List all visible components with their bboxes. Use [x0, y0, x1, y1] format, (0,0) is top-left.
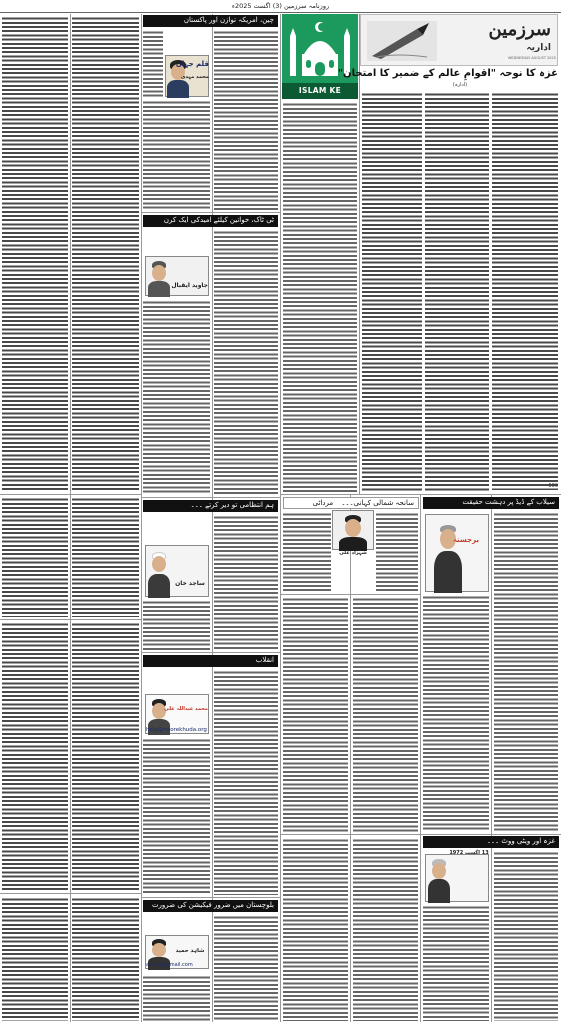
masthead-section: اداریہ	[526, 43, 551, 53]
page-header-date: روزنامہ سرزمین (3) اگست 2025ء	[231, 2, 330, 10]
column-rule	[280, 14, 281, 1022]
text-block	[423, 905, 489, 1021]
row-rule	[280, 594, 420, 595]
author-photo-sindh	[425, 514, 489, 592]
text-block	[283, 838, 348, 1021]
row-rule	[141, 497, 280, 498]
column-extra-saanihat: مرداٹی	[312, 499, 334, 507]
column-title-sindh: سیلاب کے ڈیڈ پر دہشت حقیقت	[423, 497, 559, 509]
author-name-saanihat: شہزاد علی	[339, 550, 367, 556]
author-name-balance: قلم جہاں	[175, 60, 209, 68]
column-title-inqilab: انقلاب	[143, 655, 278, 667]
islam-ke-roshni-box	[282, 14, 358, 99]
text-block	[2, 622, 68, 890]
text-block	[214, 670, 278, 895]
email-inqilab: help@noorekhuda.org	[146, 727, 207, 733]
text-block	[2, 897, 68, 1021]
author-photo-saanihat	[332, 510, 374, 550]
masthead	[360, 14, 558, 66]
text-block	[376, 512, 418, 592]
column-rule	[359, 14, 360, 494]
row-rule	[0, 893, 141, 894]
masthead-subline: WEDNESDAY AUGUST 2025	[507, 56, 556, 60]
text-block	[214, 230, 278, 495]
column-rule	[420, 495, 421, 1022]
text-block	[214, 30, 278, 210]
text-block	[2, 16, 68, 492]
text-block	[283, 512, 331, 592]
column-title-ghazza: غزہ اور ویٹی ووٹ ۔۔۔	[423, 836, 559, 848]
text-block	[492, 92, 558, 490]
row-rule	[280, 494, 561, 495]
row-rule	[141, 212, 280, 213]
column-rule	[141, 14, 142, 1022]
author-sub-balance: محمد مہدی	[180, 74, 209, 80]
text-block	[283, 102, 357, 492]
author-name-tiktok: جاوید ایقبال	[171, 282, 208, 289]
email-balochistan: aiham@gmail.com	[146, 962, 193, 968]
text-block	[353, 838, 418, 1021]
author-name-hum: ساجد خان	[175, 580, 205, 587]
column-rule	[491, 495, 492, 1022]
text-block	[214, 915, 278, 1021]
editorial-byline: (ادارہ)	[452, 82, 468, 88]
text-block	[214, 515, 278, 650]
row-rule	[280, 834, 561, 835]
islam-ke-roshni-label: ISLAM KE	[282, 83, 358, 99]
header-rule	[0, 12, 561, 13]
text-block	[2, 497, 68, 617]
text-block	[362, 92, 422, 492]
column-title-hum: ہم انتظامی تو دیر کرتے ۔۔۔	[143, 500, 278, 512]
author-name-sindh: برجستہ	[452, 536, 480, 544]
text-block	[423, 595, 489, 832]
column-title-saanihat-text: سانحہ شمالی کہانی۔۔۔	[341, 499, 414, 507]
author-name-balochistan: شاہد حمید	[175, 948, 205, 954]
text-block	[143, 300, 210, 495]
row-rule	[0, 494, 141, 495]
text-block	[494, 512, 558, 832]
masthead-logo: سرزمین	[488, 19, 551, 40]
row-rule	[0, 619, 141, 620]
editorial-headline: غزہ کا نوحہ "اقوامِ عالم کے ضمیر کا امتحان"	[337, 68, 558, 79]
pen-nib-icon	[367, 21, 437, 61]
author-photo-ghazza	[425, 854, 489, 902]
column-title-tiktok: ٹی ٹاک، خواتین کیلئے امیدکی ایک کرن	[143, 215, 278, 227]
row-rule	[141, 652, 280, 653]
text-block	[143, 975, 210, 1021]
column-rule	[70, 14, 71, 1022]
text-block	[425, 92, 489, 492]
text-block	[143, 30, 163, 98]
text-block	[72, 497, 139, 617]
text-block	[72, 16, 139, 492]
row-rule	[141, 897, 280, 898]
date-note-ghazza: 13 اگست 1972	[449, 850, 489, 856]
text-block	[283, 597, 348, 832]
text-block	[72, 622, 139, 890]
editorial-page-ref: 500	[548, 483, 558, 489]
text-block	[72, 897, 139, 1021]
text-block	[143, 738, 210, 895]
column-rule	[350, 495, 351, 1022]
text-block	[143, 600, 210, 650]
text-block	[143, 100, 210, 210]
author-name-inqilab: محمد عبداللہ علی	[164, 706, 208, 712]
text-block	[494, 851, 558, 1021]
column-rule	[212, 14, 213, 1022]
column-title-balochistan: بلوچستان میں ضرور فیکیشن کی ضرورت	[143, 900, 278, 912]
column-title-balance: چین، امریکہ توازن اور پاکستان	[143, 15, 278, 27]
column-title-saanihat	[283, 497, 419, 509]
text-block	[353, 597, 418, 832]
